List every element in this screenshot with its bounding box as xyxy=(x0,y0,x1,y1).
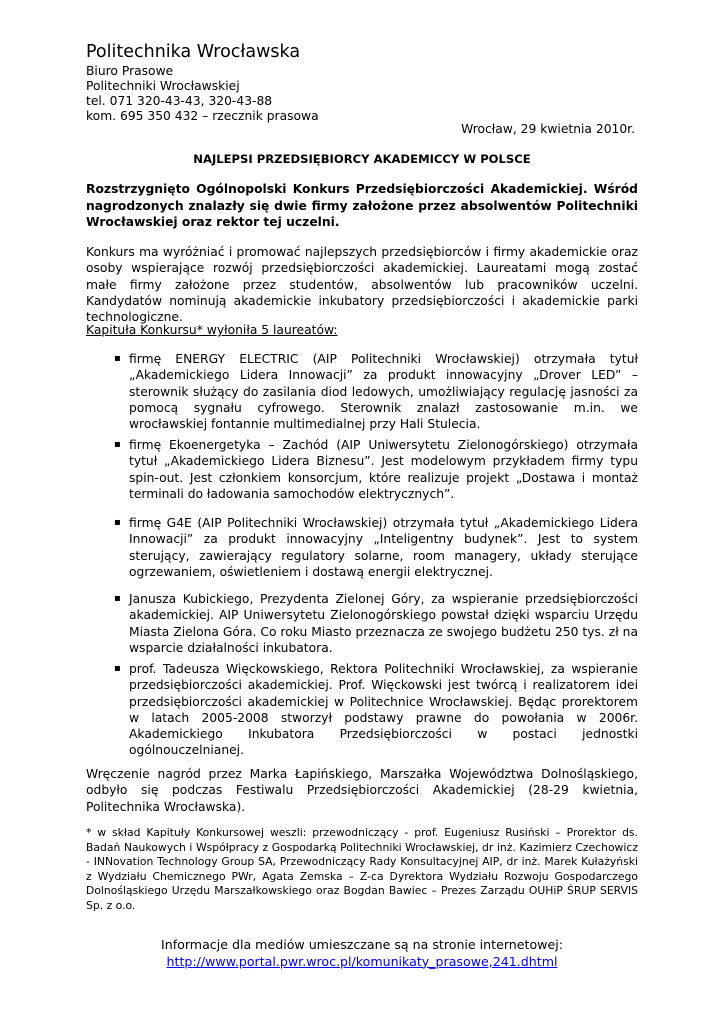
bullet-icon: ▪ xyxy=(114,517,121,528)
header-line-mobile: kom. 695 350 432 – rzecznik prasowa xyxy=(86,109,319,123)
bullet-icon: ▪ xyxy=(114,353,121,364)
release-date: Wrocław, 29 kwietnia 2010r. xyxy=(461,122,635,136)
laureate-item-ekoenergetyka: firmę Ekoenergetyka – Zachód (AIP Uniwersytetu Zielonogórskiego) otrzymała tytuł „Akademickiego Lidera Biznesu”. Jest modelowym przykładem firmy typu spin-out. Jest członkiem konsorcjum, które realizuje projekt „Dostawa i montaż terminali do ładowania samochodów elektrycznych”. xyxy=(129,438,638,501)
laureate-item-wieckowski: prof. Tadeusza Więckowskiego, Rektora Politechniki Wrocławskiej, za wspieranie przedsiębiorczości akademickiej. Prof. Więckowski jest twórcą i realizatorem idei przedsiębiorczości akademickiej w Politechnice Wrocławskiej. Będąc prorektorem w latach 2005-2008 stworzył podstawy prawne do powołania w 2006r. Akademickiego Inkubatora Przedsiębiorczości w postaci jednostki ogólnouczelnianej. xyxy=(129,662,638,758)
bullet-icon: ▪ xyxy=(114,439,121,450)
media-info-text: Informacje dla mediów umieszczane są na stronie internetowej: xyxy=(161,937,563,952)
laureate-item-g4e: firmę G4E (AIP Politechniki Wrocławskiej) otrzymała tytuł „Akademickiego Lidera Innowacji” za produkt innowacyjny „Inteligentny budynek”. Jest to system sterujący, zawierający regulatory solarne, room managery, układy sterujące ogrzewaniem, oświetleniem i dostawą energii elektrycznej. xyxy=(129,516,638,579)
release-title: NAJLEPSI PRZEDSIĘBIORCY AKADEMICCY W POLSCE xyxy=(193,152,531,166)
media-info xyxy=(86,937,638,970)
award-paragraph: Wręczenie nagród przez Marka Łapińskiego, Marszałka Województwa Dolnośląskiego, odbyło się podczas Festiwalu Przedsiębiorczości Akademickiej (28-29 kwietnia, Politechnika Wrocławska). xyxy=(86,767,638,814)
header-line-office: Biuro Prasowe xyxy=(86,64,174,78)
laureate-item-kubicki: Janusza Kubickiego, Prezydenta Zielonej Góry, za wspieranie przedsiębiorczości akademickiej. AIP Uniwersytetu Zielonogórskiego powstał dzięki wsparciu Urzędu Miasta Zielona Góra. Co roku Miasto przeznacza ze swojego budżetu 250 tys. zł na wsparcie działalności inkubatora. xyxy=(129,592,638,655)
bullet-icon: ▪ xyxy=(114,593,121,604)
lead-paragraph: Rozstrzygnięto Ogólnopolski Konkurs Przedsiębiorczości Akademickiej. Wśród nagrodzonych znalazły się dwie firmy założone przez absolwentów Politechniki Wrocławskiej oraz rektor tej uczelni. xyxy=(86,182,638,229)
laureate-item-energy-electric: firmę ENERGY ELECTRIC (AIP Politechniki Wrocławskiej) otrzymała tytuł „Akademickiego Lidera Innowacji” za produkt innowacyjny „Drover LED” – sterownik służący do zasilania diod ledowych, umożliwiający regulację jasności za pomocą sygnału cyfrowego. Sterownik znalazł zastosowanie m.in. we wrocławskiej fontannie multimedialnej przy Hali Stulecia. xyxy=(129,352,638,432)
footnote: * w skład Kapituły Konkursowej weszli: przewodniczący - prof. Eugeniusz Rusiński – Prorektor ds. Badań Naukowych i Współpracy z Gospodarką Politechniki Wrocławskiej, dr inż. Kazimierz Czechowicz - INNovation Technology Group SA, Przewodniczący Rady Konsultacyjnej AIP, dr inż. Marek Kułażyński z Wydziału Chemicznego PWr, Agata Zemska – Z-ca Dyrektora Wydziału Rozwoju Gospodarczego Dolnośląskiego Urzędu Marszałkowskiego oraz Bogdan Bawiec – Prezes Zarządu OUHiP ŚRUP SERVIS Sp. z o.o. xyxy=(86,826,638,912)
bullet-icon: ▪ xyxy=(114,663,121,674)
media-info-link[interactable]: http://www.portal.pwr.wroc.pl/komunikaty_prasowe,241.dhtml xyxy=(166,953,558,969)
laureates-heading: Kapituła Konkursu* wyłoniła 5 laureatów: xyxy=(86,323,338,337)
header-line-university: Politechniki Wrocławskiej xyxy=(86,79,240,93)
intro-paragraph: Konkurs ma wyróżniać i promować najlepszych przedsiębiorców i firmy akademickie oraz osoby wspierające rozwój przedsiębiorczości akademickiej. Laureatami mogą zostać małe firmy założone przez studentów, absolwentów lub pracowników uczelni. Kandydatów nominują akademickie inkubatory przedsiębiorczości i akademickie parki technologiczne. xyxy=(86,245,638,325)
organization-name: Politechnika Wrocławska xyxy=(86,42,301,62)
header-line-phone: tel. 071 320-43-43, 320-43-88 xyxy=(86,94,273,108)
